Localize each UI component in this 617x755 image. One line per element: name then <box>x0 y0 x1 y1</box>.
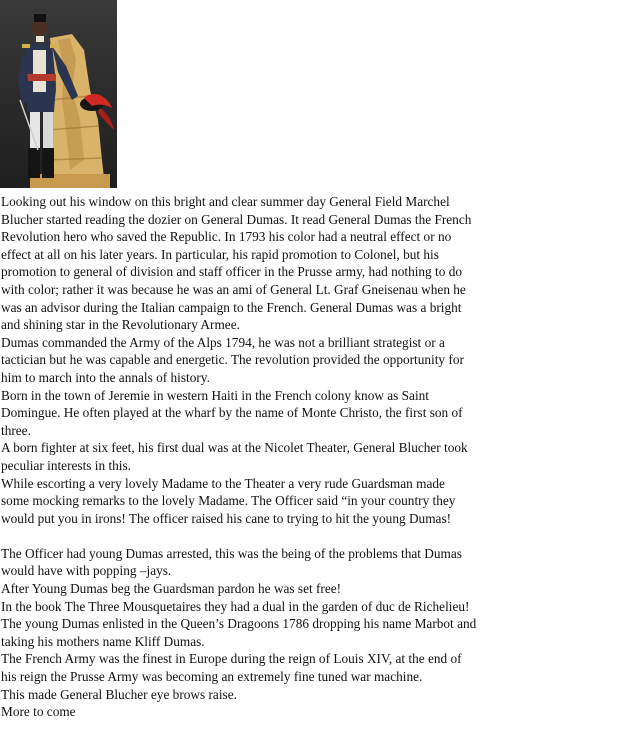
text-line: In the book The Three Mousquetaires they had a dual in the garden of duc de Richelieu! <box>1 598 470 614</box>
text-line: The French Army was the finest in Europe during the reign of Louis XIV, at the end of <box>1 651 462 667</box>
text-line: with color; rather it was because he was an ami of General Lt. Graf Gneisenau when he <box>1 281 466 297</box>
text-line: effect at all on his later years. In particular, his rapid promotion to Colonel, but his <box>1 246 439 262</box>
text-line: A born fighter at six feet, his first dual was at the Nicolet Theater, General Blucher took <box>1 440 468 456</box>
text-line: some mocking remarks to the lovely Madame. The Officer said “in your country they <box>1 493 456 509</box>
text-line: would put you in irons! The officer raised his cane to trying to hit the young Dumas! <box>1 510 452 526</box>
text-line: Born in the town of Jeremie in western Haiti in the French colony know as Saint <box>1 387 429 403</box>
text-line: The Officer had young Dumas arrested, this was the being of the problems that Dumas <box>1 545 462 561</box>
text-line: The young Dumas enlisted in the Queen’s Dragoons 1786 dropping his name Marbot and <box>1 616 477 632</box>
text-line: would have with popping –jays. <box>1 563 172 579</box>
text-line: was an advisor during the Italian campaign to the French. General Dumas was a bright <box>1 299 462 315</box>
text-line: taking his mothers name Kliff Dumas. <box>1 633 205 649</box>
text-line: Blucher started reading the dozier on General Dumas. It read General Dumas the French <box>1 211 472 227</box>
figure-photo <box>0 0 117 188</box>
text-line: promotion to general of division and staff officer in the Prusse army, had nothing to do <box>1 264 462 280</box>
text-line: peculiar interests in this. <box>1 457 131 473</box>
text-line: three. <box>1 422 31 438</box>
text-line: This made General Blucher eye brows raise. <box>1 686 237 702</box>
text-line: and shining star in the Revolutionary Armee. <box>1 317 240 333</box>
text-line: Dumas commanded the Army of the Alps 1794, he was not a brilliant strategist or a <box>1 334 445 350</box>
blank-line <box>1 527 613 545</box>
text-line: tactician but he was capable and energetic. The revolution provided the opportunity for <box>1 352 464 368</box>
text-line: After Young Dumas beg the Guardsman pardon he was set free! <box>1 581 342 597</box>
story-text <box>1 193 613 721</box>
text-line: Revolution hero who saved the Republic. In 1793 his color had a neutral effect or no <box>1 229 452 245</box>
text-line: his reign the Prusse Army was becoming an extremely fine tuned war machine. <box>1 669 423 685</box>
text-line: More to come <box>1 704 76 720</box>
text-line: Looking out his window on this bright and clear summer day General Field Marchel <box>1 194 450 209</box>
text-line: him to march into the annals of history. <box>1 369 210 385</box>
text-line: Domingue. He often played at the wharf by the name of Monte Christo, the first son of <box>1 405 463 421</box>
miniature-figure-illustration <box>0 0 117 188</box>
text-line: While escorting a very lovely Madame to the Theater a very rude Guardsman made <box>1 475 445 491</box>
